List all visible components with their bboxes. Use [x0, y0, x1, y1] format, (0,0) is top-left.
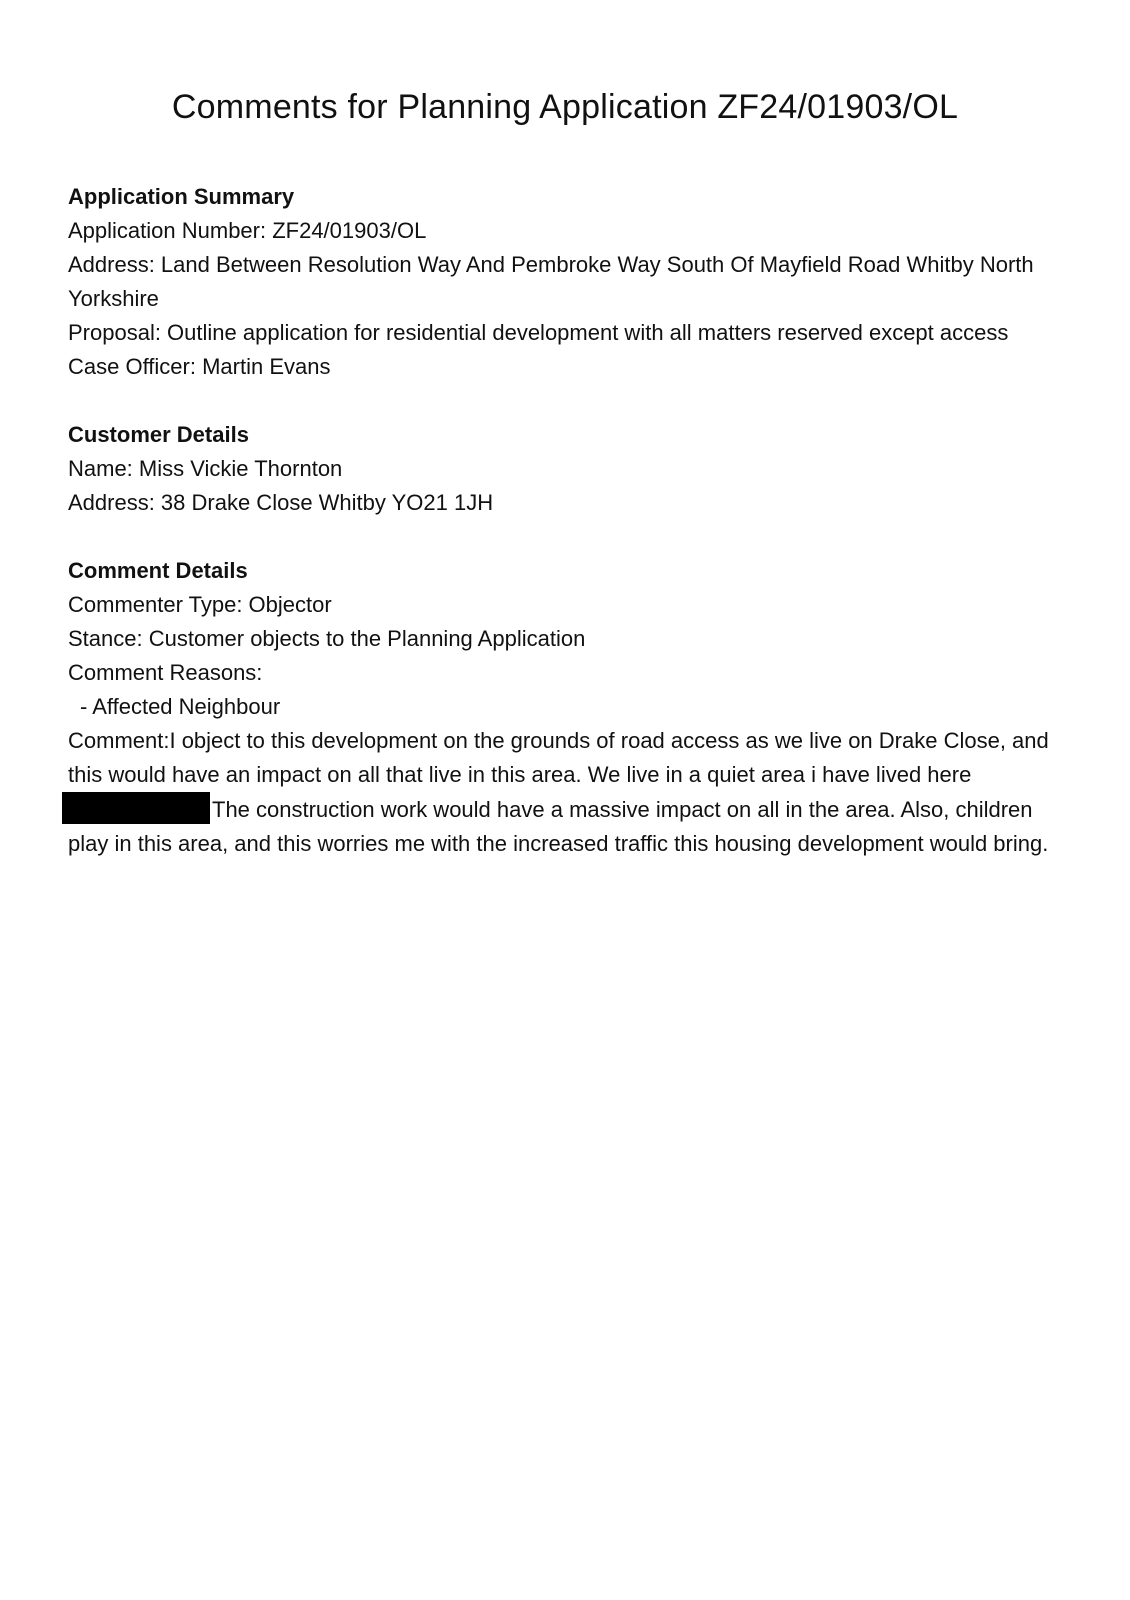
customer-name: Name: Miss Vickie Thornton: [68, 456, 343, 481]
application-summary-heading: Application Summary: [68, 184, 295, 209]
case-officer: Case Officer: Martin Evans: [68, 354, 331, 379]
commenter-type: Commenter Type: Objector: [68, 592, 332, 617]
document-title: Comments for Planning Application ZF24/01903/OL: [171, 88, 959, 126]
customer-details-heading: Customer Details: [68, 422, 249, 447]
application-proposal: Proposal: Outline application for residential development with all matters reserved except access: [68, 320, 1009, 345]
comment-reasons-label: Comment Reasons:: [68, 660, 263, 685]
customer-address: Address: 38 Drake Close Whitby YO21 1JH: [68, 490, 494, 515]
stance: Stance: Customer objects to the Planning Application: [68, 626, 586, 651]
comment-text: [68, 724, 1058, 861]
customer-details-section: [68, 418, 1068, 520]
comment-text-part-1: Comment:I object to this development on the grounds of road access as we live on Drake Close, and this would have an impact on all that live in this area. We live in a quiet area i have lived here: [68, 728, 1049, 787]
application-summary-section: [68, 180, 1068, 384]
redaction-block: [62, 792, 210, 824]
comment-details-section: [68, 554, 1068, 861]
comment-text-part-2: The construction work would have a massive impact on all in the area. Also, children play in this area, and this worries me with the increased traffic this housing development would bring.: [68, 797, 1049, 856]
comment-details-heading: Comment Details: [68, 558, 248, 583]
document-content: [68, 180, 1068, 895]
application-address: Address: Land Between Resolution Way And Pembroke Way South Of Mayfield Road Whitby North Yorkshire: [68, 252, 1034, 311]
comment-reason-item: - Affected Neighbour: [80, 694, 281, 719]
application-number: Application Number: ZF24/01903/OL: [68, 218, 427, 243]
